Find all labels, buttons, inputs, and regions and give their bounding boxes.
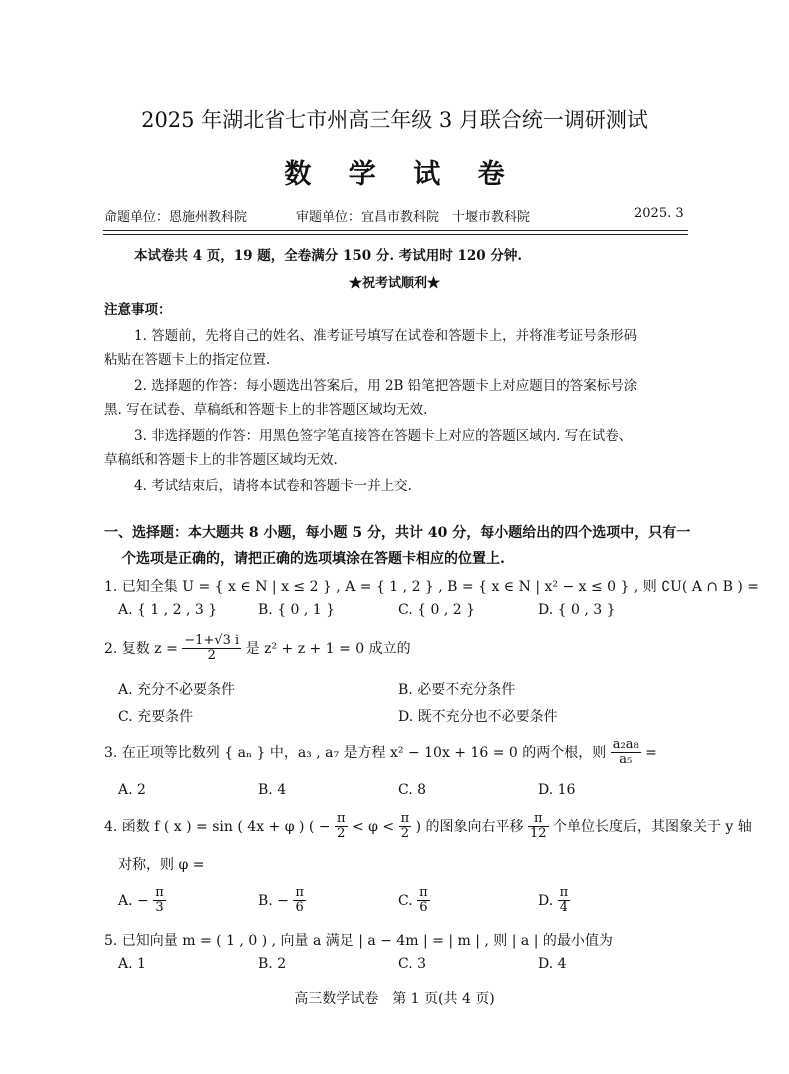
q3-fraction-denominator: a₅	[619, 752, 633, 768]
q1-option-b: B. { 0 , 1 }	[258, 602, 336, 618]
header-rule-thin	[103, 234, 688, 235]
q3-suffix: =	[645, 744, 657, 761]
question-1-stem: 1. 已知全集 U = { x ∈ N | x ≤ 2 } , A = { 1 , 2 } , B = { x ∈ N | x² − x ≤ 0 } , 则 ∁U( A ∩ B ) =	[104, 579, 759, 595]
q4-option-d-fraction	[558, 886, 571, 916]
q4-option-b-label: B. −	[258, 892, 289, 909]
question-2-stem	[104, 634, 411, 664]
q4-frac-lower-num: π	[336, 811, 346, 826]
q3-fraction-numerator: a₂a₈	[612, 737, 639, 752]
q4-frac-upper	[399, 812, 412, 842]
q5-option-c: C. 3	[398, 956, 427, 972]
q4-option-d	[538, 886, 570, 916]
notice-item: 粘贴在答题卡上的指定位置.	[104, 352, 271, 368]
q3-option-b: B. 4	[258, 782, 287, 798]
proposer-unit: 命题单位：恩施州教科院	[104, 210, 248, 225]
exam-title: 2025 年湖北省七市州高三年级 3 月联合统一调研测试	[141, 108, 648, 132]
q4-option-d-label: D.	[538, 892, 554, 909]
q2-fraction-numerator: −1+√3 i	[184, 633, 240, 648]
header-rule-thick	[103, 230, 688, 231]
q4-option-b-num: π	[295, 885, 304, 900]
notice-item: 2. 选择题的作答：每小题选出答案后，用 2B 铅笔把答题卡上对应题目的答案标号涂	[134, 378, 638, 394]
q2-fraction	[182, 634, 241, 664]
q4-stem-line2: 对称，则 φ =	[118, 857, 205, 873]
q2-prefix: 2. 复数 z =	[104, 640, 178, 657]
question-4-stem	[104, 812, 752, 842]
q5-option-a: A. 1	[118, 956, 146, 972]
q4-option-a-label: A. −	[118, 892, 149, 909]
section-heading-cont: 个选项是正确的，请把正确的选项填涂在答题卡相应的位置上.	[122, 551, 505, 567]
q4-option-a-num: π	[155, 885, 164, 900]
notice-item: 草稿纸和答题卡上的非答题区域均无效.	[104, 452, 338, 468]
q1-option-a: A. { 1 , 2 , 3 }	[118, 602, 218, 618]
exam-date: 2025. 3	[634, 206, 684, 221]
q2-option-c: C. 充要条件	[118, 709, 194, 725]
q4-option-d-num: π	[559, 885, 569, 900]
q5-option-d: D. 4	[538, 956, 567, 972]
q4-frac-shift	[528, 812, 549, 842]
q4-option-c-num: π	[419, 885, 428, 900]
q2-fraction-denominator: 2	[207, 648, 216, 664]
q4-frac-lower-den: 2	[337, 826, 346, 842]
question-5-stem: 5. 已知向量 m = ( 1 , 0 ) , 向量 a 满足 | a − 4m | = | m | , 则 | a | 的最小值为	[104, 933, 613, 949]
q4-option-c-den: 6	[419, 900, 428, 916]
q4-option-b-fraction	[293, 886, 306, 916]
exam-summary: 本试卷共 4 页，19 题，全卷满分 150 分. 考试用时 120 分钟.	[134, 248, 523, 264]
notice-item: 黑. 写在试卷、草稿纸和答题卡上的非答题区域均无效.	[104, 402, 428, 418]
q4-frac-shift-num: π	[528, 812, 549, 827]
q3-option-a: A. 2	[118, 782, 146, 798]
q4-inequality: < φ <	[351, 818, 395, 835]
q1-option-d: D. { 0 , 3 }	[538, 602, 616, 618]
q4-part3: 个单位长度后，其图象关于 y 轴	[552, 818, 752, 835]
section-heading: 一、选择题：本大题共 8 小题，每小题 5 分，共计 40 分，每小题给出的四个选项中，只有一	[104, 525, 691, 541]
q2-option-d: D. 既不充分也不必要条件	[398, 709, 558, 725]
q4-option-c	[398, 886, 430, 916]
q4-option-d-den: 4	[559, 900, 569, 916]
q4-part2: ) 的图象向右平移	[415, 818, 524, 835]
q2-option-b: B. 必要不充分条件	[398, 682, 516, 698]
good-luck-banner: ★祝考试顺利★	[348, 276, 440, 291]
q4-frac-upper-num: π	[400, 811, 410, 826]
q4-option-c-fraction	[417, 886, 430, 916]
q4-option-a-fraction	[153, 886, 166, 916]
question-3-stem	[104, 738, 657, 768]
q5-option-b: B. 2	[258, 956, 287, 972]
q3-prefix: 3. 在正项等比数列 { aₙ } 中，a₃ , a₇ 是方程 x² − 10x + 16 = 0 的两个根，则	[104, 744, 607, 761]
q4-option-c-label: C.	[398, 892, 413, 909]
exam-subtitle: 数 学 试 卷	[284, 159, 519, 190]
page-footer: 高三数学试卷 第 1 页(共 4 页)	[294, 991, 495, 1007]
q3-option-d: D. 16	[538, 782, 576, 798]
q4-option-b-den: 6	[295, 900, 304, 916]
notice-heading: 注意事项：	[104, 302, 172, 318]
q4-option-a-den: 3	[155, 900, 164, 916]
q3-fraction	[611, 738, 641, 768]
q4-frac-upper-den: 2	[400, 826, 410, 842]
reviewer-unit: 审题单位：宜昌市教科院 十堰市教科院	[296, 210, 531, 225]
q4-option-a	[118, 886, 166, 916]
q4-option-b	[258, 886, 306, 916]
q4-frac-lower	[335, 812, 348, 842]
q2-option-a: A. 充分不必要条件	[118, 682, 236, 698]
q1-option-c: C. { 0 , 2 }	[398, 602, 475, 618]
q4-frac-shift-den: 12	[529, 826, 547, 842]
q4-part1: 4. 函数 f ( x ) = sin ( 4x + φ ) ( −	[104, 818, 331, 835]
notice-item: 3. 非选择题的作答：用黑色签字笔直接答在答题卡上对应的答题区域内. 写在试卷、	[134, 428, 633, 444]
q2-suffix: 是 z² + z + 1 = 0 成立的	[245, 640, 411, 657]
notice-item: 4. 考试结束后，请将本试卷和答题卡一并上交.	[134, 478, 412, 494]
notice-item: 1. 答题前，先将自己的姓名、准考证号填写在试卷和答题卡上，并将准考证号条形码	[134, 328, 638, 344]
q3-option-c: C. 8	[398, 782, 427, 798]
